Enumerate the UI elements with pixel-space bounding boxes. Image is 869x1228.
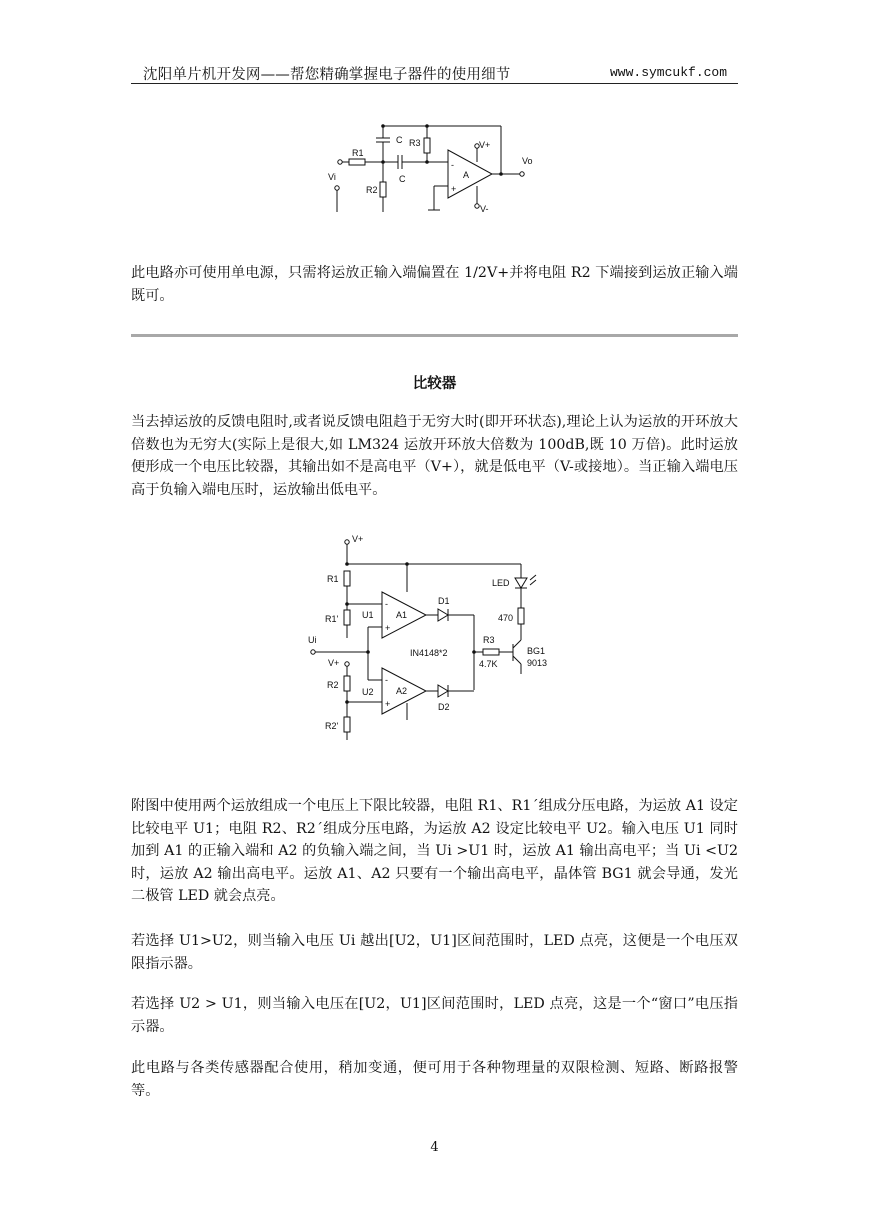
label-r3: R3 [483, 635, 495, 645]
paragraph-single-supply: 此电路亦可使用单电源，只需将运放正输入端偏置在 1/2V+并将电阻 R2 下端接到运放正输入端既可。 [131, 265, 738, 304]
paragraph-circuit-explanation: 附图中使用两个运放组成一个电压上下限比较器，电阻 R1、R1ˊ组成分压电路，为运放 A1 设定比较电平 U1；电阻 R2、R2ˊ组成分压电路，为运放 A2 设定比较电平 U2。输入电压 U1 同时加到 A1 的正输入端和 A2 的负输入端之间，当 Ui >U1 时，运放 A1 输出高电平；当 Ui <U2 时，运放 A2 输出高电平。运放 A1、A2 只要有一个输出高电平，晶体管 BG1 就会导通，发光二极管 LED 就会点亮。 [131, 798, 738, 904]
label-vo: Vo [522, 156, 533, 166]
header-rule [131, 83, 738, 84]
page-number: 4 [430, 1140, 439, 1155]
paragraph-window: 若选择 U2 > U1，则当输入电压在[U2，U1]区间范围时，LED 点亮，这是一个“窗口”电压指示器。 [131, 996, 738, 1035]
section-divider [131, 334, 738, 337]
label-bg1: BG1 [527, 646, 546, 656]
label-led: LED [492, 578, 510, 588]
label-d2: D2 [438, 702, 450, 712]
label-a: A [463, 170, 470, 180]
circuit-diagram-window-comparator [300, 530, 570, 745]
paragraph-dual-limit: 若选择 U1>U2，则当输入电压 Ui 越出[U2，U1]区间范围时，LED 点亮，这便是一个电压双限指示器。 [131, 933, 738, 972]
label-r1: R1 [352, 148, 364, 158]
svg-text:+: + [385, 699, 391, 709]
label-r1-prime: R1' [325, 614, 339, 624]
paragraph-applications: 此电路与各类传感器配合使用，稍加变通，便可用于各种物理量的双限检测、短路、断路报警等。 [131, 1060, 738, 1099]
header-title: 沈阳单片机开发网——帮您精确掌握电子器件的使用细节 [143, 67, 511, 83]
label-9013: 9013 [527, 658, 548, 668]
label-r1: R1 [327, 574, 339, 584]
label-c-mid: C [399, 174, 406, 184]
label-vplus-top: V+ [352, 534, 364, 544]
svg-text:+: + [451, 184, 457, 194]
label-vminus: V- [480, 204, 489, 214]
circuit-diagram-integrator [320, 118, 550, 220]
label-u1: U1 [362, 610, 374, 620]
label-d1: D1 [438, 596, 450, 606]
label-in4148: IN4148*2 [410, 648, 448, 658]
paragraph-comparator-intro: 当去掉运放的反馈电阻时,或者说反馈电阻趋于无穷大时(即开环状态),理论上认为运放的开环放大倍数也为无穷大(实际上是很大,如 LM324 运放开环放大倍数为 100dB,既 10 万倍)。此时运放便形成一个电压比较器，其输出如不是高电平（V+），就是低电平（V-或接地）。当正输入端电压高于负输入端电压时，运放输出低电平。 [131, 414, 738, 498]
label-ui: Ui [308, 635, 317, 645]
svg-text:-: - [385, 675, 388, 685]
label-vplus: V+ [479, 140, 491, 150]
label-vi: Vi [328, 172, 336, 182]
label-a2: A2 [396, 686, 408, 696]
label-r2: R2 [327, 680, 339, 690]
label-a1: A1 [396, 610, 408, 620]
section-title: 比较器 [412, 376, 457, 392]
header-url: www.symcukf.com [610, 65, 728, 80]
label-r3-value: 4.7K [479, 659, 498, 669]
svg-text:-: - [451, 160, 454, 170]
label-r2-prime: R2' [325, 721, 339, 731]
label-vplus-lower: V+ [328, 658, 340, 668]
label-u2: U2 [362, 687, 374, 697]
label-470: 470 [498, 613, 514, 623]
svg-text:-: - [385, 599, 388, 609]
label-c-top: C [396, 135, 403, 145]
label-r3: R3 [409, 138, 421, 148]
label-r2: R2 [366, 185, 378, 195]
svg-text:+: + [385, 623, 391, 633]
